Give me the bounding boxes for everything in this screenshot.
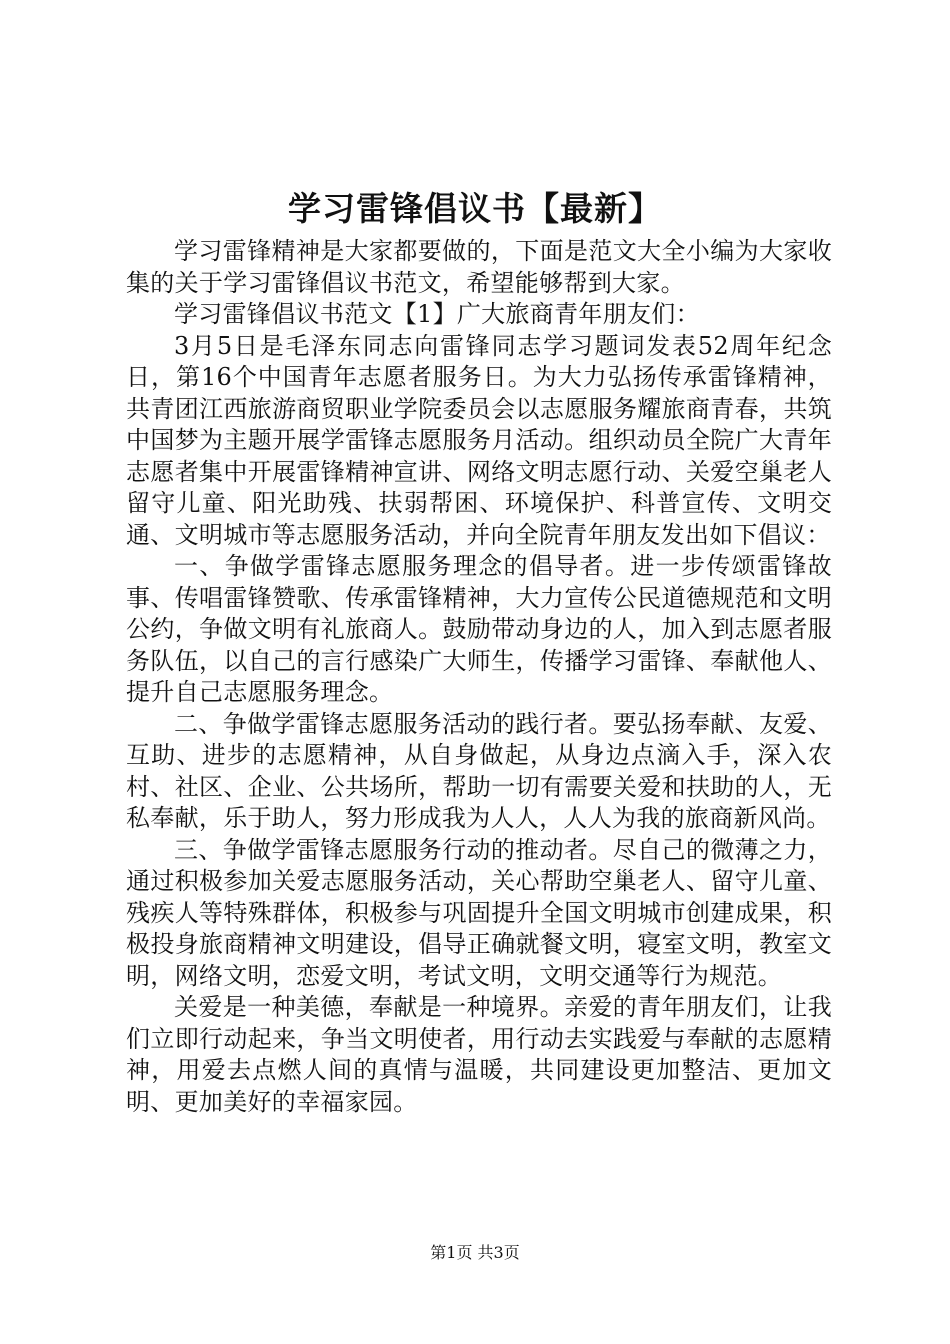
document-body	[126, 236, 832, 1118]
paragraph-proposal-1: 一、争做学雷锋志愿服务理念的倡导者。进一步传颂雷锋故事、传唱雷锋赞歌、传承雷锋精神，大力宣传公民道德规范和文明公约，争做文明有礼旅商人。鼓励带动身边的人，加入到志愿者服务队伍，以自己的言行感染广大师生，传播学习雷锋、奉献他人、提升自己志愿服务理念。	[126, 552, 832, 706]
paragraph-salutation: 学习雷锋倡议书范文【1】广大旅商青年朋友们：	[174, 300, 700, 328]
paragraph-closing: 关爱是一种美德，奉献是一种境界。亲爱的青年朋友们，让我们立即行动起来，争当文明使者，用行动去实践爱与奉献的志愿精神，用爱去点燃人间的真情与温暖，共同建设更加整洁、更加文明、更加美好的幸福家园。	[126, 993, 832, 1116]
paragraph-intro: 学习雷锋精神是大家都要做的，下面是范文大全小编为大家收集的关于学习雷锋倡议书范文，希望能够帮到大家。	[126, 237, 832, 297]
paragraph-proposal-2: 二、争做学雷锋志愿服务活动的践行者。要弘扬奉献、友爱、互助、进步的志愿精神，从自身做起，从身边点滴入手，深入农村、社区、企业、公共场所，帮助一切有需要关爱和扶助的人，无私奉献，乐于助人，努力形成我为人人，人人为我的旅商新风尚。	[126, 709, 832, 832]
document-title: 学习雷锋倡议书【最新】	[288, 189, 662, 228]
page-number-footer: 第1页 共3页	[430, 1243, 520, 1262]
paragraph-proposal-3: 三、争做学雷锋志愿服务行动的推动者。尽自己的微薄之力，通过积极参加关爱志愿服务活动，关心帮助空巢老人、留守儿童、残疾人等特殊群体，积极参与巩固提升全国文明城市创建成果，积极投身旅商精神文明建设，倡导正确就餐文明，寝室文明，教室文明，网络文明，恋爱文明，考试文明，文明交通等行为规范。	[126, 835, 832, 990]
paragraph-background: 3月5日是毛泽东同志向雷锋同志学习题词发表52周年纪念日，第16个中国青年志愿者服务日。为大力弘扬传承雷锋精神，共青团江西旅游商贸职业学院委员会以志愿服务耀旅商青春，共筑中国梦为主题开展学雷锋志愿服务月活动。组织动员全院广大青年志愿者集中开展雷锋精神宣讲、网络文明志愿行动、关爱空巢老人留守儿童、阳光助残、扶弱帮困、环境保护、科普宣传、文明交通、文明城市等志愿服务活动，并向全院青年朋友发出如下倡议：	[126, 331, 832, 549]
